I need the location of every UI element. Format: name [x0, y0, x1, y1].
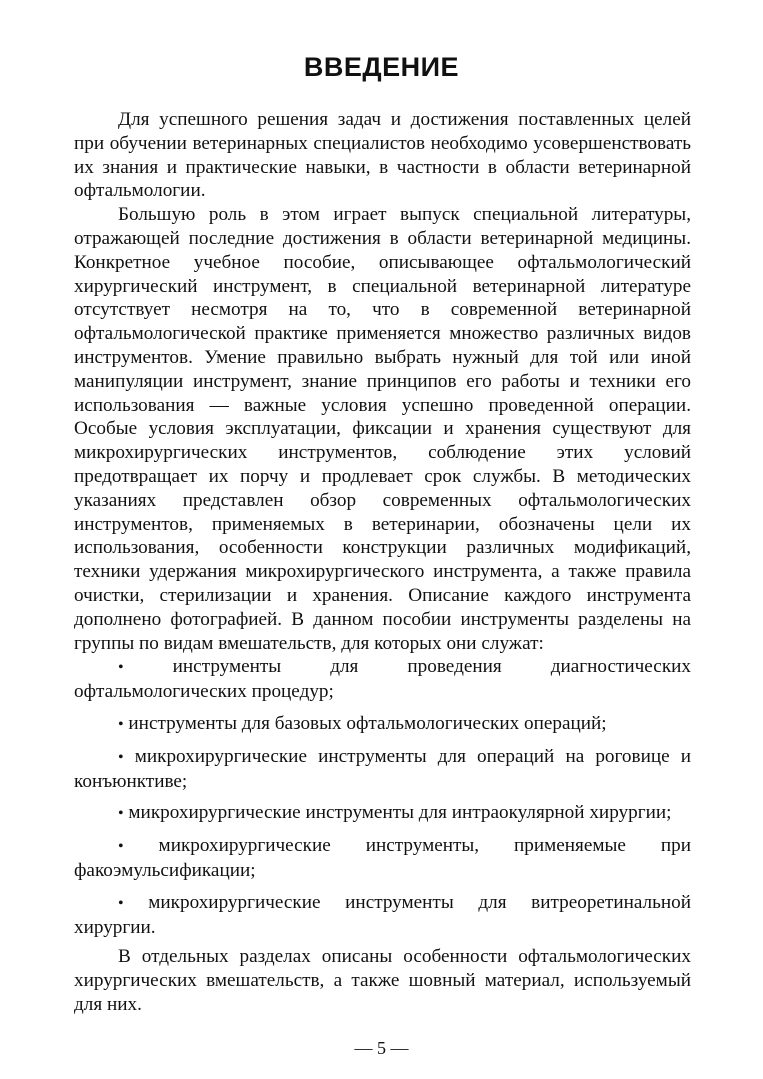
- page-number: — 5 —: [354, 1038, 409, 1058]
- list-item: • микрохирургические инструменты для операций на роговице и конъюнктиве;: [74, 745, 692, 792]
- bullet-icon: •: [118, 715, 124, 733]
- page-title: ВВЕДЕНИЕ: [303, 52, 460, 82]
- bullet-icon: •: [118, 838, 124, 856]
- literature-paragraph: Большую роль в этом играет выпуск специальной литературы, отражающей последние достижения в области ветеринарной медицины. Конкретное учебное пособие, описывающее офтальмологический хирургический инструмент, в специальной ветеринарной литературе отсутствует несмотря на то, что в современной ветеринарной офтальмологической практике применяется множество различных видов инструментов. Умение правильно выбрать нужный для той или иной манипуляции инструмент, знание принципов его работы и техники его использования — важные условия успешно проведенной операции. Особые условия эксплуатации, фиксации и хранения существуют для микрохирургических инструментов, соблюдение этих условий предотвращает их порчу и продлевает срок службы. В методических указаниях представлен обзор современных офтальмологических инструментов, применяемых в ветеринарии, обозначены цели их использования, особенности конструкции различных модификаций, техники удержания микрохирургического инструмента, а также правила очистки, стерилизации и хранения. Описание каждого инструмента дополнено фотографией. В данном пособии инструменты разделены на группы по видам вмешательств, для которых они служат:: [74, 204, 691, 654]
- bullet-icon: •: [118, 805, 124, 823]
- bullet-icon: •: [118, 659, 124, 677]
- list-item: • микрохирургические инструменты для витреоретинальной хирургии.: [74, 891, 691, 938]
- bullet-icon: •: [118, 748, 124, 766]
- instrument-groups-list: [74, 655, 691, 939]
- list-item: • микрохирургические инструменты для интраокулярной хирургии;: [118, 802, 672, 824]
- list-item: • инструменты для проведения диагностических офтальмологических процедур;: [74, 656, 691, 703]
- body-text: [74, 108, 691, 1017]
- bullet-icon: •: [118, 894, 124, 912]
- list-item: • микрохирургические инструменты, применяемые при факоэмульсификации;: [74, 835, 692, 881]
- intro-paragraph: Для успешного решения задач и достижения поставленных целей при обучении ветеринарных специалистов необходимо усовершенствовать их знания и практические навыки, в частности в области ветеринарной офтальмологии.: [74, 109, 691, 202]
- list-item: • инструменты для базовых офтальмологических операций;: [118, 712, 607, 734]
- closing-paragraph: В отдельных разделах описаны особенности офтальмологических хирургических вмешательств, а также шовный материал, используемый для них.: [74, 946, 691, 1015]
